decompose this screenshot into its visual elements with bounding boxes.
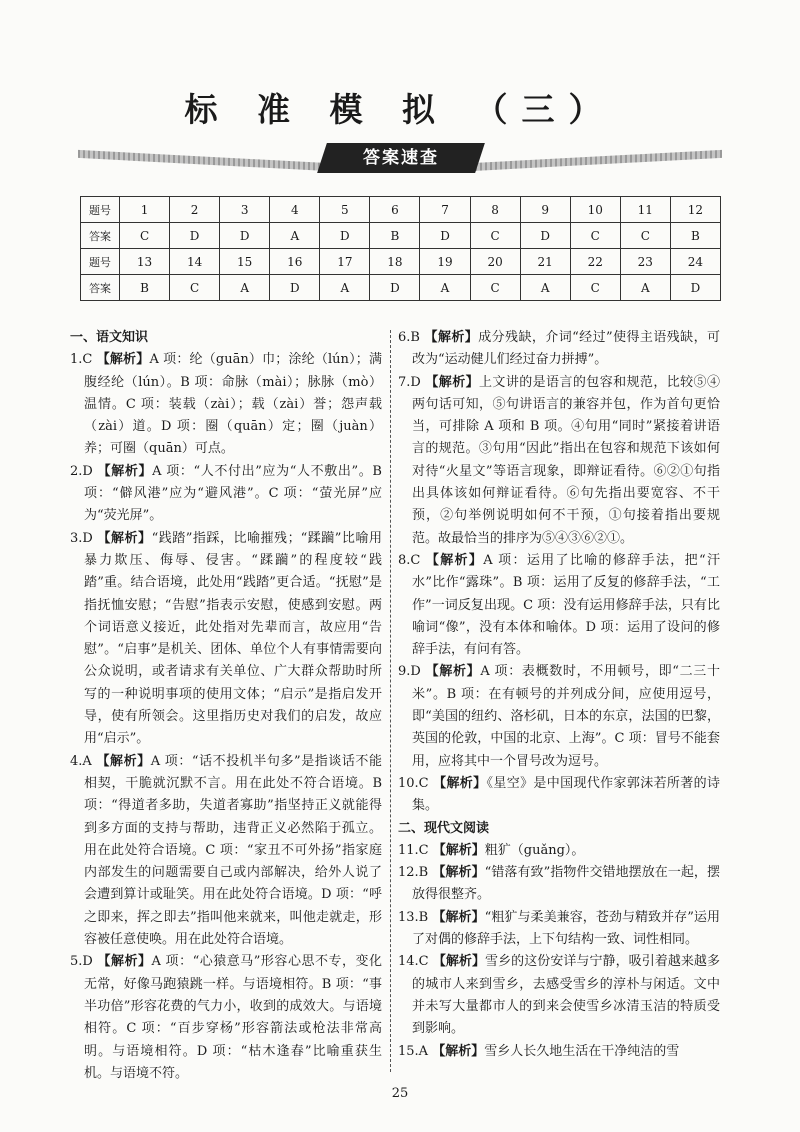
answer-explanation xyxy=(398,773,720,818)
answer-cell: 2 xyxy=(170,197,220,223)
answer-cell: 4 xyxy=(270,197,320,223)
answer-explanation xyxy=(398,372,720,550)
analysis-tag: 【解析】 xyxy=(425,664,481,680)
answer-cell: C xyxy=(470,223,520,249)
question-number: 2.D xyxy=(70,463,93,479)
answer-cell: A xyxy=(270,223,320,249)
explanation-text: “粗犷与柔美兼容，苍劲与精致并存”运用了对偶的修辞手法，上下句结构一致、词性相同。 xyxy=(412,909,720,948)
answer-cell: 15 xyxy=(220,249,270,275)
answer-cell: A xyxy=(520,275,570,301)
banner-title: 答案速查 xyxy=(363,148,439,168)
answer-cell: D xyxy=(370,275,420,301)
question-number: 3.D xyxy=(70,530,93,546)
answer-cell: 6 xyxy=(370,197,420,223)
explanation-text: A 项：纶（guān）巾；涂纶（lún）；满腹经纶（lún）。B 项：命脉（mài）；脉脉（mò）温情。C 项：装载（zài）；载（zài）誉；怨声载（zài）道。D 项：圈（quān）定；圈（juàn）养；可圈（quān）可点。 xyxy=(84,352,382,457)
answer-cell: C xyxy=(120,223,170,249)
question-number: 15.A xyxy=(398,1043,429,1059)
analysis-tag: 【解析】 xyxy=(425,552,484,568)
answer-cell: C xyxy=(470,275,520,301)
explanation-text: 雪乡人长久地生活在干净纯洁的雪 xyxy=(484,1043,680,1059)
explanation-text: 《星空》是中国现代作家郭沫若所著的诗集。 xyxy=(412,775,720,814)
answer-explanation xyxy=(70,349,382,460)
answer-cell: 18 xyxy=(370,249,420,275)
explanation-text: 粗犷（guǎng）。 xyxy=(484,842,585,858)
answer-explanation xyxy=(398,1041,720,1063)
explanation-text: 成分残缺，介词“经过”使得主语残缺，可改为“运动健儿们经过奋力拼搏”。 xyxy=(412,330,720,368)
question-number: 7.D xyxy=(398,374,421,390)
answer-cell: 23 xyxy=(620,249,670,275)
row-label: 答案 xyxy=(81,223,120,249)
question-number: 9.D xyxy=(398,664,421,680)
answer-cell: B xyxy=(120,275,170,301)
analysis-tag: 【解析】 xyxy=(432,865,485,881)
analysis-tag: 【解析】 xyxy=(432,1043,485,1059)
question-number: 10.C xyxy=(398,775,429,791)
question-number: 6.B xyxy=(398,330,420,345)
answer-cell: 9 xyxy=(520,197,570,223)
answer-table xyxy=(80,196,721,301)
analysis-tag: 【解析】 xyxy=(97,530,152,546)
question-number: 13.B xyxy=(398,909,429,925)
answer-cell: 20 xyxy=(470,249,520,275)
answer-table-row xyxy=(81,223,721,249)
question-number: 8.C xyxy=(398,552,421,568)
right-column xyxy=(398,327,720,1063)
answer-cell: 21 xyxy=(520,249,570,275)
question-number: 11.C xyxy=(398,842,429,858)
answer-cell: 13 xyxy=(120,249,170,275)
answer-cell: B xyxy=(670,223,720,249)
question-number: 14.C xyxy=(398,954,429,970)
explanation-text: A 项：“人不付出”应为“人不敷出”。B 项：“僻风港”应为“避风港”。C 项：“萤光屏”应为“荧光屏”。 xyxy=(84,463,382,524)
left-column xyxy=(70,327,382,1085)
answer-table-row xyxy=(81,197,721,223)
section-heading: 二、现代文阅读 xyxy=(398,820,490,836)
question-number: 5.D xyxy=(70,954,93,970)
answer-explanation xyxy=(70,461,382,528)
answer-cell: A xyxy=(220,275,270,301)
answer-explanation xyxy=(398,862,720,907)
answer-cell: 11 xyxy=(620,197,670,223)
question-number: 4.A xyxy=(70,753,92,769)
answer-cell: C xyxy=(570,223,620,249)
analysis-tag: 【解析】 xyxy=(432,909,485,925)
explanation-text: A 项：运用了比喻的修辞手法，把“汗水”比作“露珠”。B 项：运用了反复的修辞手法，“工作”一词反复出现。C 项：没有运用修辞手法，只有比喻词“像”，没有本体和喻体。D 项：运用了设问的修辞手法，有问有答。 xyxy=(412,552,720,658)
answer-cell: 12 xyxy=(670,197,720,223)
answer-cell: D xyxy=(320,223,370,249)
answer-cell: D xyxy=(270,275,320,301)
explanation-text: A 项：表概数时，不用顿号，即“二三十米”。B 项：在有顿号的并列成分间，应使用逗号，即“美国的纽约、洛杉矶，日本的东京，法国的巴黎，英国的伦敦，中国的北京、上海”。C 项：冒号不能套用，应将其中一个冒号改为逗号。 xyxy=(412,664,720,769)
answer-cell: 24 xyxy=(670,249,720,275)
answer-explanation xyxy=(398,907,720,952)
explanation-text: A 项：“心猿意马”形容心思不专，变化无常，好像马跑猿跳一样。与语境相符。B 项：“事半功倍”形容花费的气力小，收到的成效大。与语境相符。C 项：“百步穿杨”形容箭法或枪法非常高明。与语境相符。D 项：“枯木逢春”比喻重获生机。与语境不符。 xyxy=(84,954,382,1081)
answer-explanation xyxy=(398,550,720,661)
analysis-tag: 【解析】 xyxy=(96,753,151,769)
answer-explanation xyxy=(398,327,720,372)
answer-cell: B xyxy=(370,223,420,249)
answer-cell: 5 xyxy=(320,197,370,223)
column-divider xyxy=(390,330,391,1072)
answer-cell: 8 xyxy=(470,197,520,223)
answer-cell: D xyxy=(170,223,220,249)
answer-cell: 7 xyxy=(420,197,470,223)
answer-cell: 17 xyxy=(320,249,370,275)
answer-cell: D xyxy=(670,275,720,301)
answer-explanation xyxy=(398,661,720,772)
page-number: 25 xyxy=(391,1086,409,1101)
answer-explanation xyxy=(70,951,382,1085)
analysis-tag: 【解析】 xyxy=(97,463,153,479)
answer-cell: 16 xyxy=(270,249,320,275)
answer-cell: 10 xyxy=(570,197,620,223)
section-heading: 一、语文知识 xyxy=(70,330,149,345)
banner-stripe-left xyxy=(78,150,348,172)
question-number: 1.C xyxy=(70,352,93,368)
explanation-text: “错落有致”指物件交错地摆放在一起，摆放得很整齐。 xyxy=(412,865,720,903)
answer-table-row xyxy=(81,275,721,301)
answer-cell: A xyxy=(320,275,370,301)
answer-explanation xyxy=(398,951,720,1040)
answer-explanation xyxy=(70,528,382,751)
analysis-tag: 【解析】 xyxy=(433,775,487,791)
answer-explanation xyxy=(398,840,720,862)
answer-cell: C xyxy=(170,275,220,301)
row-label: 题号 xyxy=(81,197,120,223)
question-number: 12.B xyxy=(398,865,429,881)
page-title: 标 准 模 拟 （三） xyxy=(184,90,616,129)
analysis-tag: 【解析】 xyxy=(432,842,485,858)
answer-cell: D xyxy=(220,223,270,249)
answer-cell: 19 xyxy=(420,249,470,275)
answer-explanation xyxy=(70,751,382,952)
answer-table-row xyxy=(81,249,721,275)
answer-cell: 22 xyxy=(570,249,620,275)
answer-cell: 1 xyxy=(120,197,170,223)
explanation-text: 上文讲的是语言的包容和规范，比较⑤④两句话可知，⑤句讲语言的兼容并包，作为首句更恰当，可排除 A 项和 B 项。④句用“同时”紧接着讲语言的规范。③句用“因此”指出在包容和规范下该如何对待“火星文”等语言现象，即辩证看待。⑥②①句指出具体该如何辩证看待。⑥句先指出要宽容、不干预，②句举例说明如何不干预，①句接着指出要规范。故最恰当的排序为⑤④③⑥②①。 xyxy=(412,374,720,546)
answer-cell: A xyxy=(620,275,670,301)
banner-stripe-right xyxy=(452,150,722,172)
answer-cell: D xyxy=(420,223,470,249)
answer-cell: C xyxy=(570,275,620,301)
row-label: 答案 xyxy=(81,275,120,301)
answer-cell: C xyxy=(620,223,670,249)
row-label: 题号 xyxy=(81,249,120,275)
answer-cell: 3 xyxy=(220,197,270,223)
answer-cell: A xyxy=(420,275,470,301)
answer-cell: 14 xyxy=(170,249,220,275)
analysis-tag: 【解析】 xyxy=(97,954,152,970)
answer-banner xyxy=(78,143,722,173)
analysis-tag: 【解析】 xyxy=(432,954,486,970)
explanation-text: A 项：“话不投机半句多”是指谈话不能相契，干脆就沉默不言。用在此处不符合语境。B 项：“得道者多助，失道者寡助”指坚持正义就能得到多方面的支持与帮助，违背正义必然陷于孤立。用在此处符合语境。C 项：“家丑不可外扬”指家庭内部发生的问题需要自己或内部解决，给外人说了会遭到算计或耻笑。用在此处符合语境。D 项：“呼之即来，挥之即去”指叫他来就来，叫他走就走，形容被任意使唤。用在此处符合语境。 xyxy=(84,753,382,948)
analysis-tag: 【解析】 xyxy=(96,352,150,368)
analysis-tag: 【解析】 xyxy=(425,374,480,390)
analysis-tag: 【解析】 xyxy=(424,330,479,345)
explanation-text: 雪乡的这份安详与宁静，吸引着越来越多的城市人来到雪乡，去感受雪乡的淳朴与闲适。文中并未写大量都市人的到来会使雪乡冰清玉洁的特质受到影响。 xyxy=(412,954,720,1037)
answer-cell: D xyxy=(520,223,570,249)
explanation-text: “践踏”指踩，比喻摧残；“蹂躏”比喻用暴力欺压、侮辱、侵害。“蹂躏”的程度较“践踏”重。结合语境，此处用“践踏”更合适。“抚慰”是指抚恤安慰；“告慰”指表示安慰，使感到安慰。两个词语意义接近，此处指对先辈而言，故应用“告慰”。“启事”是机关、团体、单位个人有事情需要向公众说明，或者请求有关单位、广大群众帮助时所写的一种说明事项的使用文体；“启示”是指启发开导，使有所领会。这里指历史对我们的启发，故应用“启示”。 xyxy=(84,530,382,747)
